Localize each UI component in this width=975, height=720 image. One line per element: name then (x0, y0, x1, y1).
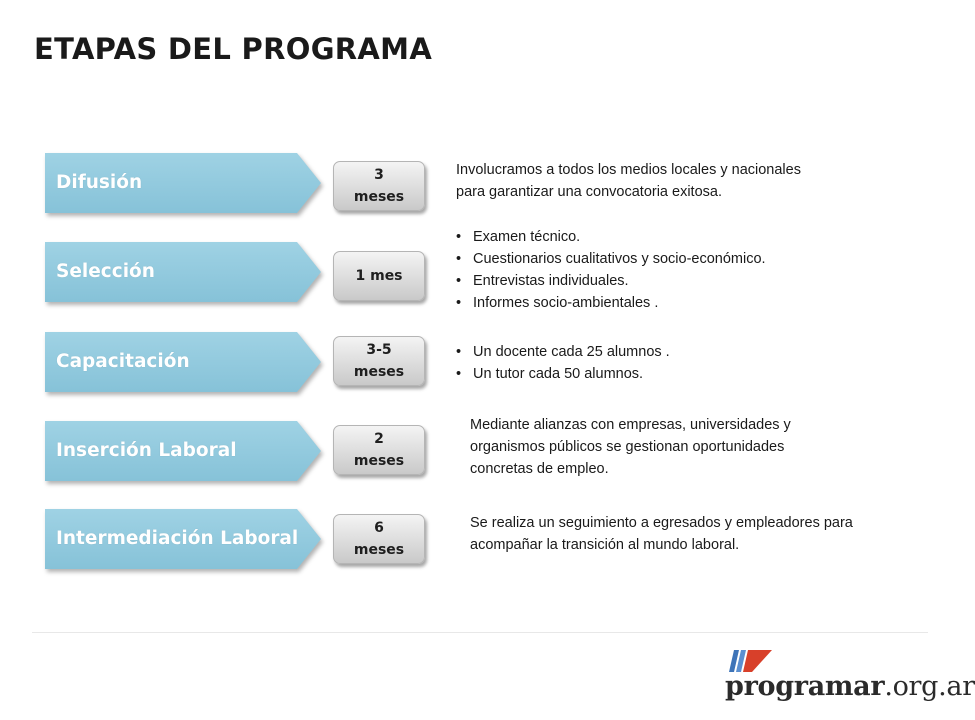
list-item: • Cuestionarios cualitativos y socio-económico. (456, 248, 876, 270)
duration-value: 6 (374, 520, 384, 536)
list-item: • Entrevistas individuales. (456, 270, 876, 292)
description-seleccion (456, 226, 876, 314)
duration-unit: meses (353, 542, 405, 558)
bullet-list (456, 226, 876, 314)
duration-badge-capacitacion (333, 336, 425, 386)
list-item: • Informes socio-ambientales . (456, 292, 876, 314)
description-line: organismos públicos se gestionan oportunidades (470, 439, 785, 455)
logo-text-bold: programar (725, 671, 885, 702)
duration-value: 2 (374, 431, 384, 447)
list-item: • Un tutor cada 50 alumnos. (456, 363, 876, 385)
stage-difusion (45, 153, 321, 213)
logo-text-suffix: .org.ar (884, 671, 975, 702)
description-line: acompañar la transición al mundo laboral. (470, 537, 740, 553)
stage-seleccion (45, 242, 321, 302)
description-difusion (456, 159, 876, 203)
programar-logo (725, 650, 975, 710)
divider (32, 632, 928, 633)
description-line: Mediante alianzas con empresas, universidades y (470, 417, 791, 433)
description-line: concretas de empleo. (470, 461, 609, 477)
description-line: para garantizar una convocatoria exitosa. (456, 184, 722, 200)
description-insercion-laboral (470, 414, 890, 480)
stage-label: Intermediación Laboral (56, 528, 299, 549)
list-item: • Un docente cada 25 alumnos . (456, 341, 876, 363)
duration-badge-intermediacion-laboral (333, 514, 425, 564)
duration-value: 1 mes (355, 268, 403, 284)
description-line: Involucramos a todos los medios locales y nacionales (456, 162, 801, 178)
duration-unit: meses (353, 364, 405, 380)
description-capacitacion (456, 341, 876, 385)
duration-badge-seleccion (333, 251, 425, 301)
duration-value: 3-5 (366, 342, 392, 358)
list-item: • Examen técnico. (456, 226, 876, 248)
bullet-list (456, 341, 876, 385)
duration-unit: meses (353, 189, 405, 205)
stage-capacitacion (45, 332, 321, 392)
stage-label: Inserción Laboral (56, 440, 237, 461)
description-intermediacion-laboral (470, 512, 940, 556)
duration-unit: meses (353, 453, 405, 469)
page-title: ETAPAS DEL PROGRAMA (34, 32, 433, 66)
description-line: Se realiza un seguimiento a egresados y empleadores para (470, 515, 853, 531)
duration-value: 3 (374, 167, 384, 183)
logo-text (725, 671, 975, 702)
stage-label: Difusión (56, 172, 143, 193)
stage-insercion-laboral (45, 421, 321, 481)
stage-label: Capacitación (56, 351, 190, 372)
stage-label: Selección (56, 261, 155, 282)
duration-badge-difusion (333, 161, 425, 211)
duration-badge-insercion-laboral (333, 425, 425, 475)
stage-intermediacion-laboral (45, 509, 321, 569)
